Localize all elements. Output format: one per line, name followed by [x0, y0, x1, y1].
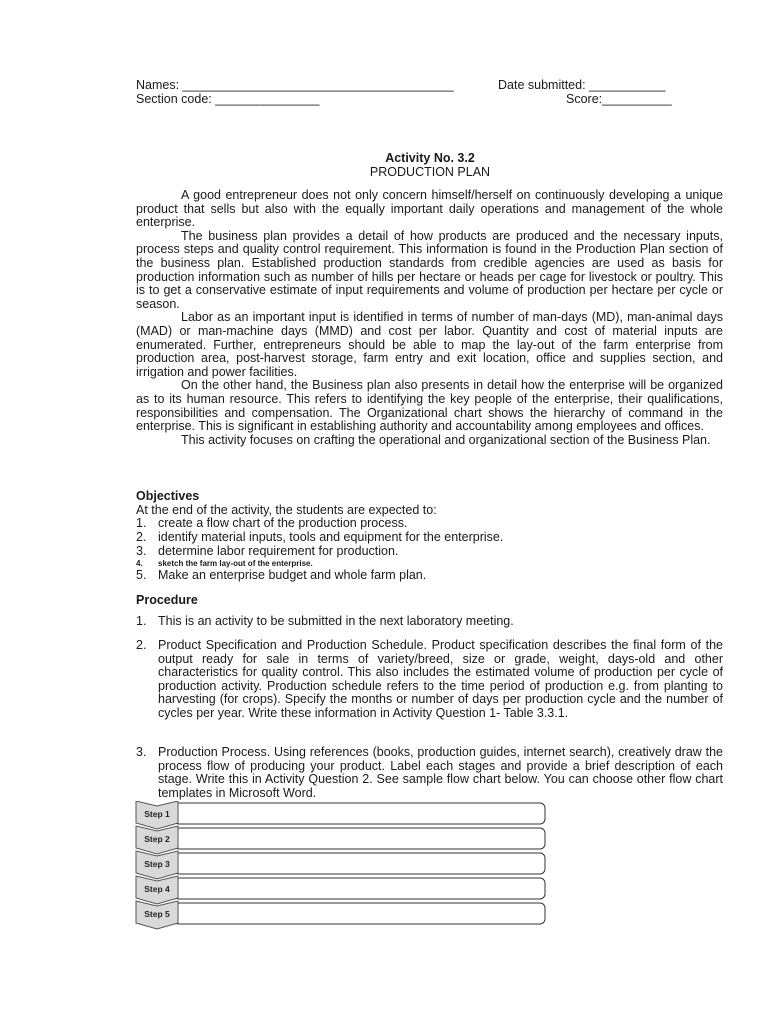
- activity-number: Activity No. 3.2: [385, 151, 475, 165]
- objective-number: 5.: [136, 568, 147, 583]
- procedure-item-2: [136, 639, 723, 721]
- objective-text: identify material inputs, tools and equipment for the enterprise.: [158, 529, 504, 544]
- flow-step-4: [136, 876, 545, 904]
- objective-number: 2.: [136, 529, 147, 544]
- objectives-heading: Objectives: [136, 489, 200, 503]
- activity-title: PRODUCTION PLAN: [369, 165, 491, 179]
- flow-step-box: [174, 828, 545, 849]
- procedure-item-1: [136, 615, 723, 629]
- flow-step-1: [136, 801, 545, 829]
- flow-step-2: [136, 826, 545, 854]
- objective-text: sketch the farm lay-out of the enterprise.: [158, 559, 313, 569]
- flow-step-label: Step 5: [144, 909, 170, 919]
- objective-number: 3.: [136, 543, 147, 558]
- flow-step-5: [136, 901, 545, 929]
- objective-text: create a flow chart of the production process.: [158, 516, 408, 530]
- flow-step-3: [136, 851, 545, 879]
- date-submitted-field: Date submitted: ___________: [498, 78, 666, 92]
- procedure-heading: Procedure: [136, 593, 198, 607]
- flow-step-label: Step 3: [144, 859, 170, 869]
- flow-step-box: [174, 878, 545, 899]
- procedure-number: 3.: [136, 745, 147, 759]
- flow-step-box: [174, 803, 545, 824]
- flow-step-label: Step 2: [144, 834, 170, 844]
- procedure-number: 2.: [136, 638, 147, 652]
- objective-item: [136, 545, 503, 559]
- section-code-field: Section code: _______________: [136, 92, 320, 106]
- objective-text: determine labor requirement for production.: [158, 543, 399, 558]
- score-field: Score:__________: [566, 92, 672, 106]
- flow-step-box: [174, 903, 545, 924]
- objective-item: [136, 569, 503, 583]
- names-field: Names: _______________________________________: [136, 78, 454, 92]
- objective-item: [136, 531, 503, 545]
- procedure-text: Production Process. Using references (books, production guides, internet search), creatively draw the process flow of producing your product. Label each stages and provide a brief description of each stage. Write this in Activity Question 2. See sample flow chart below. You can choose other flow chart templates in Microsoft Word.: [158, 745, 723, 800]
- flow-step-label: Step 4: [144, 884, 170, 894]
- objective-item: [136, 517, 503, 531]
- objectives-list: [136, 517, 503, 583]
- procedure-text: This is an activity to be submitted in the next laboratory meeting.: [158, 614, 514, 628]
- objective-text: Make an enterprise budget and whole farm plan.: [158, 568, 427, 583]
- intro-text: [136, 189, 723, 447]
- flow-step-label: Step 1: [144, 809, 170, 819]
- intro-paragraph-3: Labor as an important input is identified in terms of number of man-days (MD), man-animal days (MAD) or man-machine days (MMD) and cost per labor. Quantity and cost of material inputs are enumerated. Further, entrepreneurs should be able to map the lay-out of the farm enterprise from production area, post-harvest storage, farm entry and exit location, office and supplies section, and irrigation and power facilities.: [136, 310, 723, 379]
- intro-paragraph-1: A good entrepreneur does not only concern himself/herself on continuously developing a unique product that sells but also with the equally important daily operations and management of the whole enterprise.: [136, 188, 723, 230]
- objective-number: 4.: [136, 559, 143, 569]
- intro-paragraph-4: On the other hand, the Business plan also presents in detail how the enterprise will be organized as to its human resource. This refers to identifying the key people of the enterprise, their qualifications, responsibilities and compensation. The Organizational chart shows the hierarchy of command in the enterprise. This is significant in establishing authority and accountability among employees and offices.: [136, 378, 723, 434]
- intro-paragraph-5: This activity focuses on crafting the operational and organizational section of the Business Plan.: [181, 432, 711, 447]
- procedure-text: Product Specification and Production Schedule. Product specification describes the final form of the output ready for sale in terms of variety/breed, size or grade, weight, days-old and other characteristics for quality control. This also includes the estimated volume of production per cycle of production activity. Production schedule refers to the time period of production e.g. from planting to harvesting (for crops). Specify the months or number of days per production cycle and the number of cycles per year. Write these information in Activity Question 1- Table 3.3.1.: [158, 638, 723, 720]
- procedure-number: 1.: [136, 614, 147, 628]
- objectives-lead: At the end of the activity, the students are expected to:: [136, 503, 437, 517]
- objective-number: 1.: [136, 516, 147, 530]
- intro-paragraph-2: The business plan provides a detail of how products are produced and the necessary inputs, process steps and quality control requirement. This information is found in the Production Plan section of the business plan. Established production standards from credible agencies are used as basis for production information such as number of hills per hectare or heads per cage for livestock or poultry. This is to get a conservative estimate of input requirements and volume of production per hectare per cycle or season.: [136, 228, 723, 311]
- sample-flow-chart: [134, 801, 554, 931]
- flow-step-box: [174, 853, 545, 874]
- procedure-item-3: [136, 746, 723, 800]
